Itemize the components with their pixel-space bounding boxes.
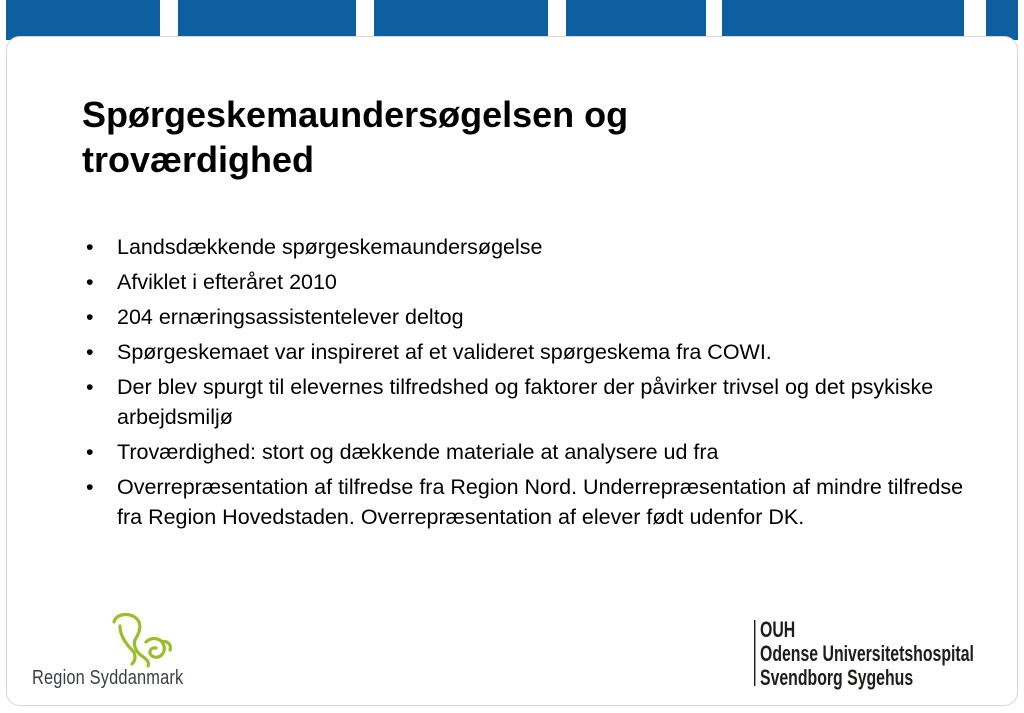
bullet-dot: • bbox=[86, 270, 94, 294]
bullet-item bbox=[82, 302, 972, 332]
bullet-text: Der blev spurgt til elevernes tilfredshed og faktorer der påvirker trivsel og det psykiske arbejdsmiljø bbox=[117, 375, 934, 429]
bullet-item bbox=[82, 372, 972, 432]
region-syddanmark-logo bbox=[32, 612, 212, 692]
ouh-logo bbox=[760, 618, 1000, 692]
top-bar-segment bbox=[722, 0, 964, 40]
top-decor-bar bbox=[0, 0, 1024, 40]
ouh-logo-line-1: OUH bbox=[760, 617, 796, 642]
bullet-text: 204 ernæringsassistentelever deltog bbox=[117, 305, 464, 329]
region-syddanmark-text: Region Syddanmark bbox=[32, 667, 184, 689]
bullet-list bbox=[82, 232, 972, 537]
top-bar-segment bbox=[6, 0, 160, 40]
bullet-text: Afviklet i efteråret 2010 bbox=[117, 270, 337, 294]
top-bar-segment bbox=[566, 0, 706, 40]
top-bar-segment bbox=[986, 0, 1018, 40]
region-syddanmark-emblem-icon bbox=[106, 612, 176, 668]
bullet-text: Spørgeskemaet var inspireret af et valideret spørgeskema fra COWI. bbox=[117, 340, 772, 364]
title-line-1: Spørgeskemaundersøgelsen og bbox=[82, 94, 629, 135]
top-bar-segment bbox=[374, 0, 548, 40]
ouh-logo-line-2: Odense Universitetshospital bbox=[760, 641, 974, 666]
bullet-dot: • bbox=[86, 305, 94, 329]
bullet-item bbox=[82, 337, 972, 367]
ouh-logo-bar bbox=[754, 620, 755, 686]
title-line-2: troværdighed bbox=[82, 139, 315, 180]
bullet-dot: • bbox=[86, 475, 94, 499]
bullet-text: Overrepræsentation af tilfredse fra Region Nord. Underrepræsentation af mindre tilfredse fra Region Hovedstaden. Overrepræsentation af elever født udenfor DK. bbox=[117, 475, 964, 529]
bullet-dot: • bbox=[86, 375, 94, 399]
bullet-item bbox=[82, 472, 972, 532]
bullet-dot: • bbox=[86, 440, 94, 464]
bullet-text: Landsdækkende spørgeskemaundersøgelse bbox=[117, 235, 543, 259]
bullet-item bbox=[82, 267, 972, 297]
slide-title bbox=[82, 92, 942, 182]
bullet-text: Troværdighed: stort og dækkende materiale at analysere ud fra bbox=[117, 440, 719, 464]
bullet-item bbox=[82, 232, 972, 262]
bullet-item bbox=[82, 437, 972, 467]
top-bar-segment bbox=[178, 0, 356, 40]
ouh-logo-line-3: Svendborg Sygehus bbox=[760, 665, 914, 690]
bullet-dot: • bbox=[86, 340, 94, 364]
bullet-dot: • bbox=[86, 235, 94, 259]
